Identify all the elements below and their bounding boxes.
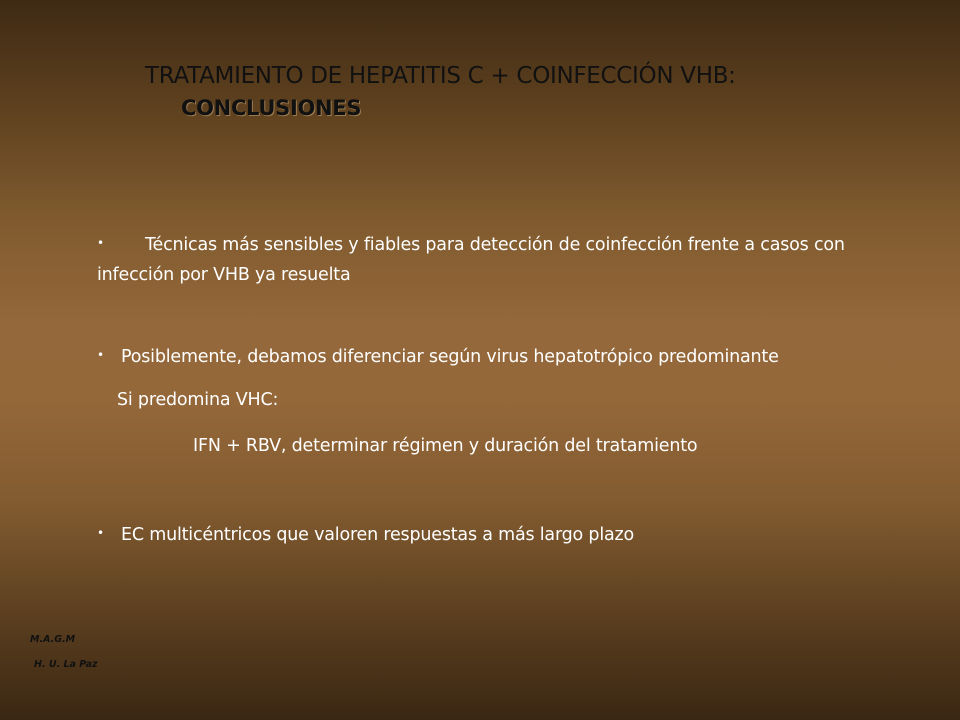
footer-author: M.A.G.M <box>30 634 76 645</box>
footer-institution: H. U. La Paz <box>34 659 98 670</box>
title-line-2: CONCLUSIONES <box>181 96 362 120</box>
bullet-marker: • <box>97 526 104 540</box>
title-line-1: TRATAMIENTO DE HEPATITIS C + COINFECCIÓN VHB: <box>145 63 736 89</box>
sub-line: IFN + RBV, determinar régimen y duración del tratamiento <box>193 436 698 456</box>
bullet-marker: • <box>97 348 104 362</box>
slide-title <box>145 60 905 124</box>
bullet-text: Posiblemente, debamos diferenciar según virus hepatotrópico predominante <box>121 347 779 367</box>
bullet-item <box>97 230 887 290</box>
bullet-item <box>97 520 897 550</box>
bullet-text: Técnicas más sensibles y fiables para detección de coinfección frente a casos con infección por VHB ya resuelta <box>97 235 845 285</box>
bullet-item <box>97 342 897 372</box>
bullet-text: EC multicéntricos que valoren respuestas a más largo plazo <box>121 525 634 545</box>
bullet-marker: • <box>97 236 104 250</box>
sub-line: Si predomina VHC: <box>117 390 279 410</box>
